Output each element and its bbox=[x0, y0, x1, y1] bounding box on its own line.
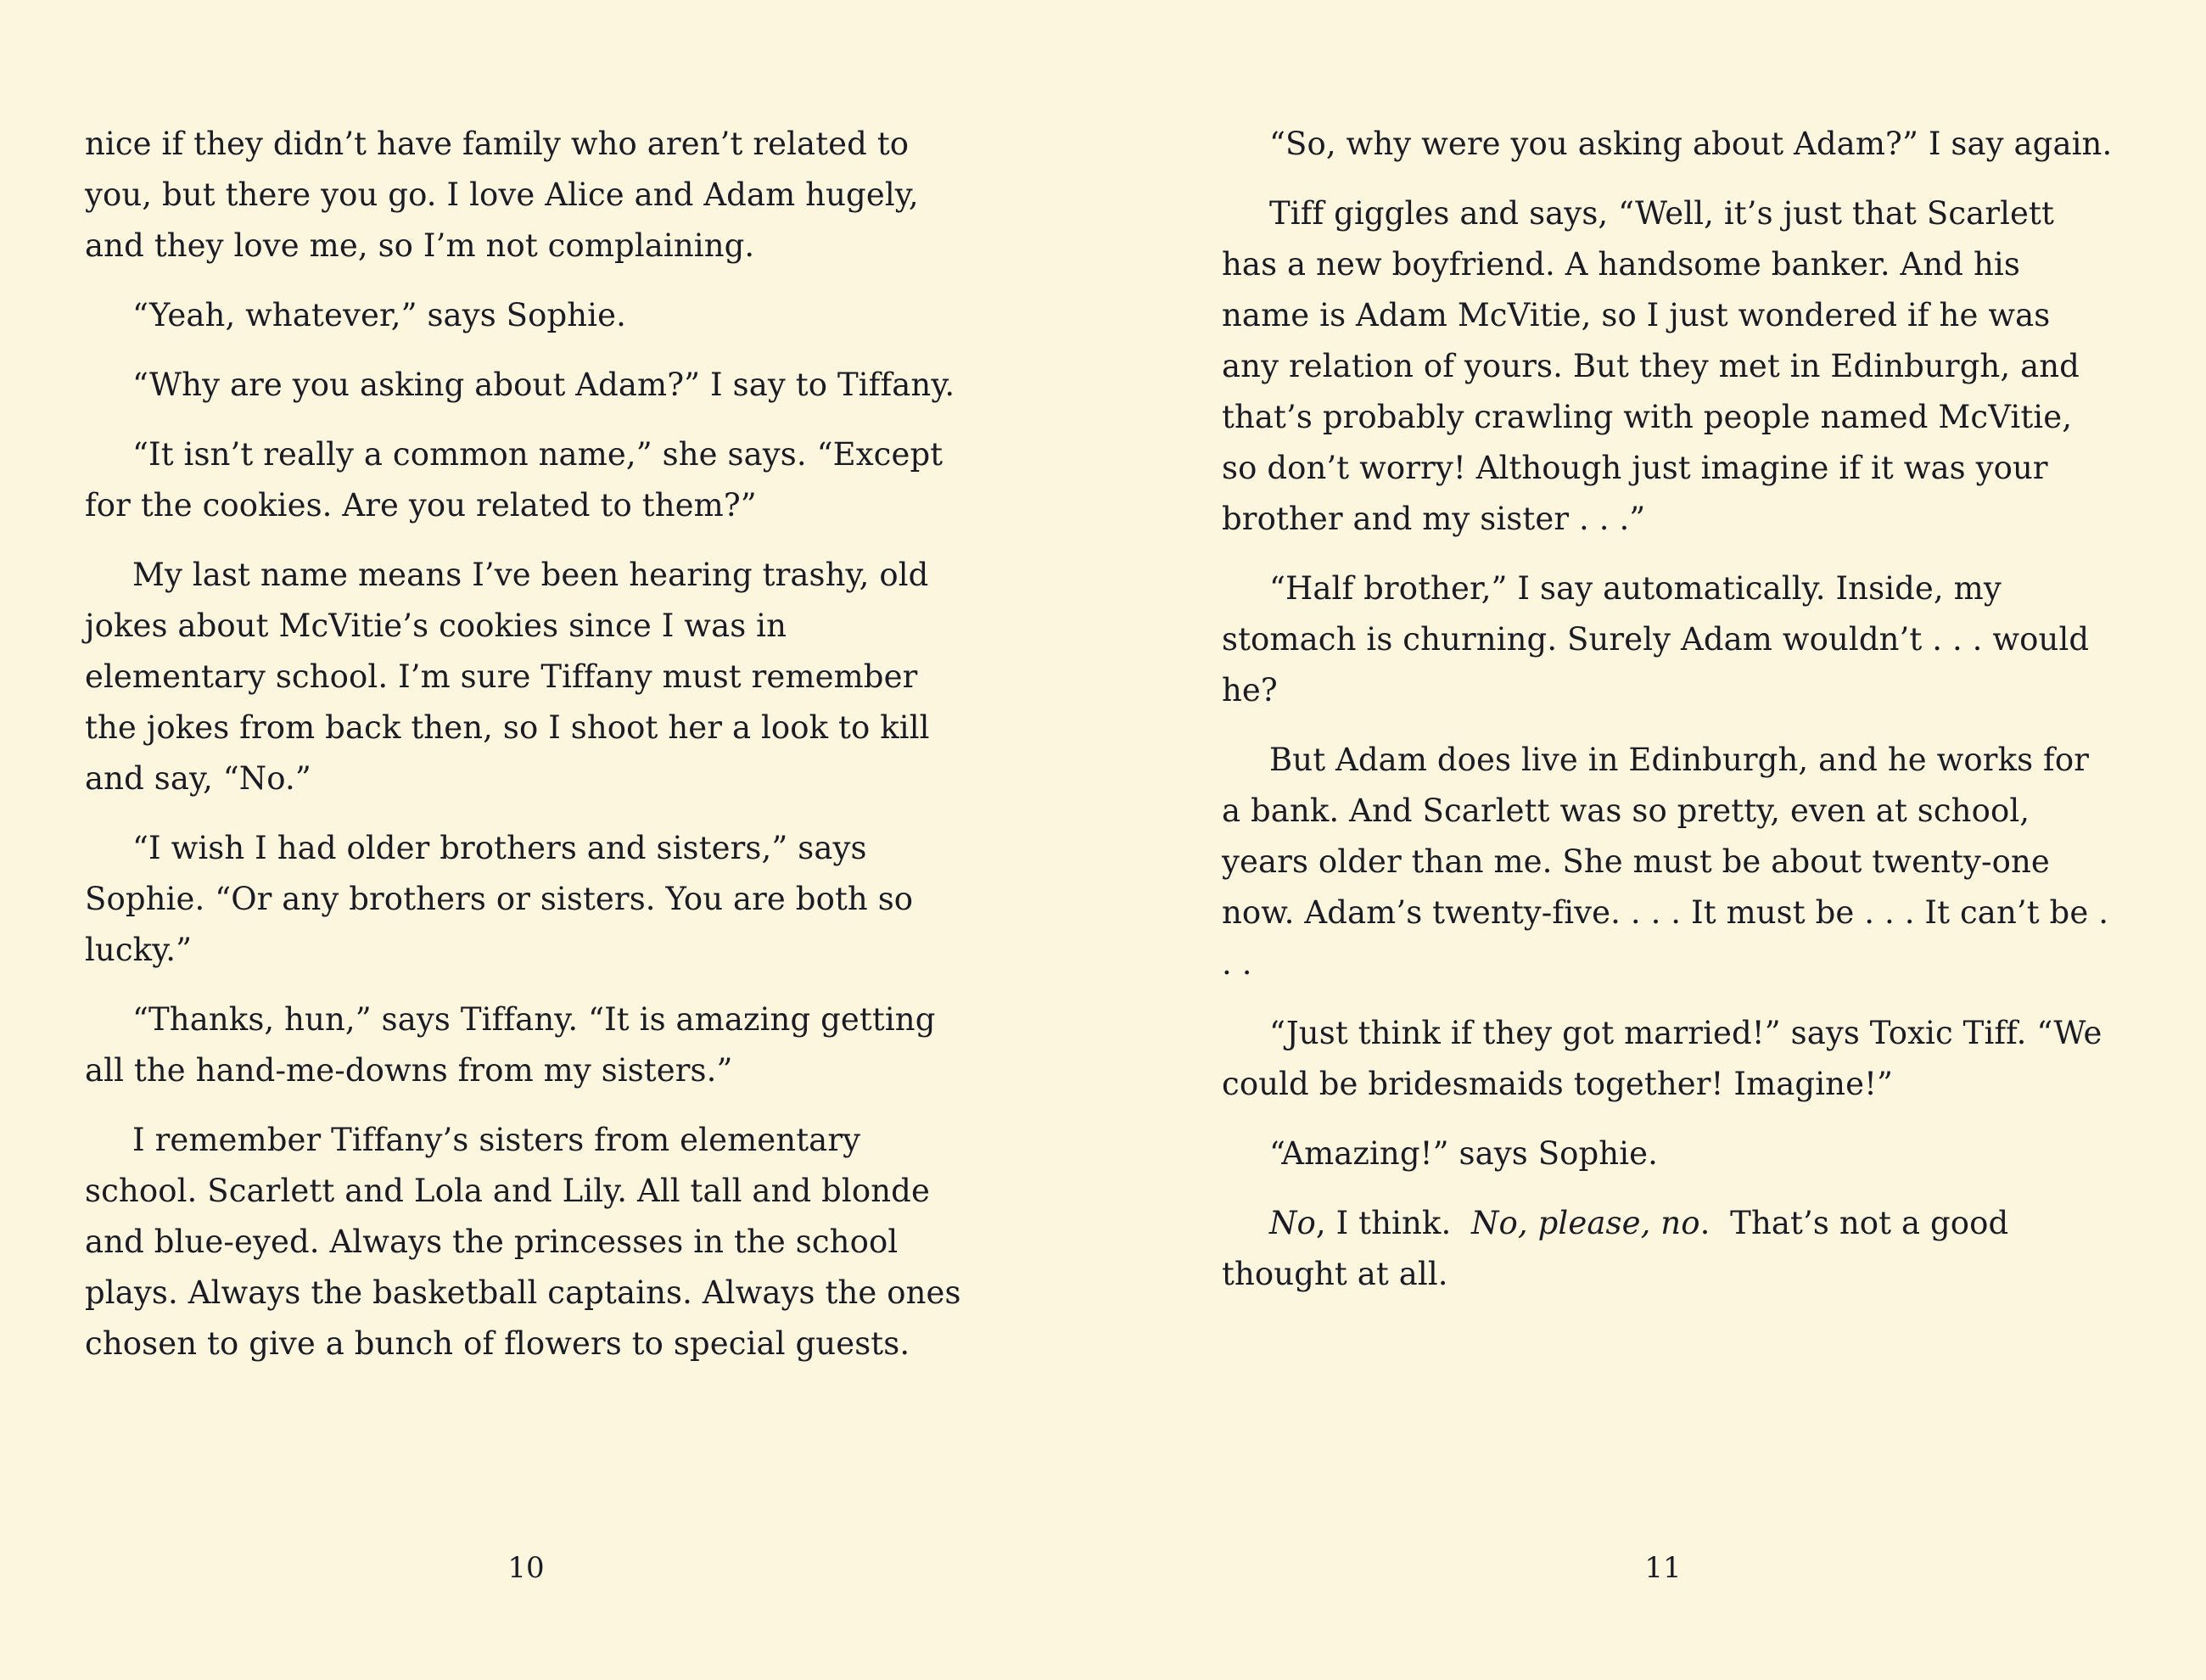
paragraph: “Thanks, hun,” says Tiffany. “It is amazing getting all the hand-me-downs from my sisters.” bbox=[85, 1001, 936, 1089]
paragraph: Tiff giggles and says, “Well, it’s just that Scarlett has a new boyfriend. A handsome banker. And his name is Adam McVitie, so I just wondered if he was any relation of yours. But they met in Edinburgh, and that’s probably crawling with people named McVitie, so don’t worry! Although just imagine if it was your brother and my sister . . .” bbox=[1222, 195, 2080, 537]
page-number: 10 bbox=[507, 1551, 545, 1585]
paragraph: “It isn’t really a common name,” she says. “Except for the cookies. Are you related to them?” bbox=[85, 436, 943, 524]
page-number: 11 bbox=[1644, 1551, 1682, 1585]
paragraph: My last name means I’ve been hearing trashy, old jokes about McVitie’s cookies since I was in elementary school. I’m sure Tiffany must remember the jokes from back then, so I shoot her a look to kill and say, “No.” bbox=[85, 557, 930, 797]
paragraph: nice if they didn’t have family who aren’t related to you, but there you go. I love Alice and Adam hugely, and they love me, so I’m not complaining. bbox=[85, 126, 919, 264]
left-page-text-column bbox=[85, 119, 976, 1369]
paragraph: “Amazing!” says Sophie. bbox=[1269, 1135, 1659, 1172]
paragraph: I remember Tiffany’s sisters from elementary school. Scarlett and Lola and Lily. All tall and blonde and blue-eyed. Always the princesses in the school plays. Always the basketball captains. Always the ones chosen to give a bunch of flowers to special guests. bbox=[85, 1122, 961, 1362]
paragraph-italic-emphasis: No, I think. No, please, no. That’s not a good thought at all. bbox=[1222, 1205, 2009, 1292]
paragraph: But Adam does live in Edinburgh, and he works for a bank. And Scarlett was so pretty, even at school, years older than me. She must be about twenty-one now. Adam’s twenty-five. . . . It must be . . . It can’t be . . . bbox=[1222, 742, 2109, 982]
right-page bbox=[1103, 0, 2206, 1680]
right-page-text-column bbox=[1222, 119, 2113, 1300]
paragraph: “Just think if they got married!” says Toxic Tiff. “We could be bridesmaids together! Imagine!” bbox=[1222, 1015, 2102, 1102]
paragraph: “So, why were you asking about Adam?” I say again. bbox=[1269, 126, 2113, 162]
paragraph: “I wish I had older brothers and sisters,” says Sophie. “Or any brothers or sisters. You are both so lucky.” bbox=[85, 830, 914, 968]
paragraph: “Yeah, whatever,” says Sophie. bbox=[132, 297, 626, 333]
paragraph: “Why are you asking about Adam?” I say to Tiffany. bbox=[132, 367, 955, 403]
paragraph: “Half brother,” I say automatically. Inside, my stomach is churning. Surely Adam wouldn’t . . . would he? bbox=[1222, 570, 2090, 708]
